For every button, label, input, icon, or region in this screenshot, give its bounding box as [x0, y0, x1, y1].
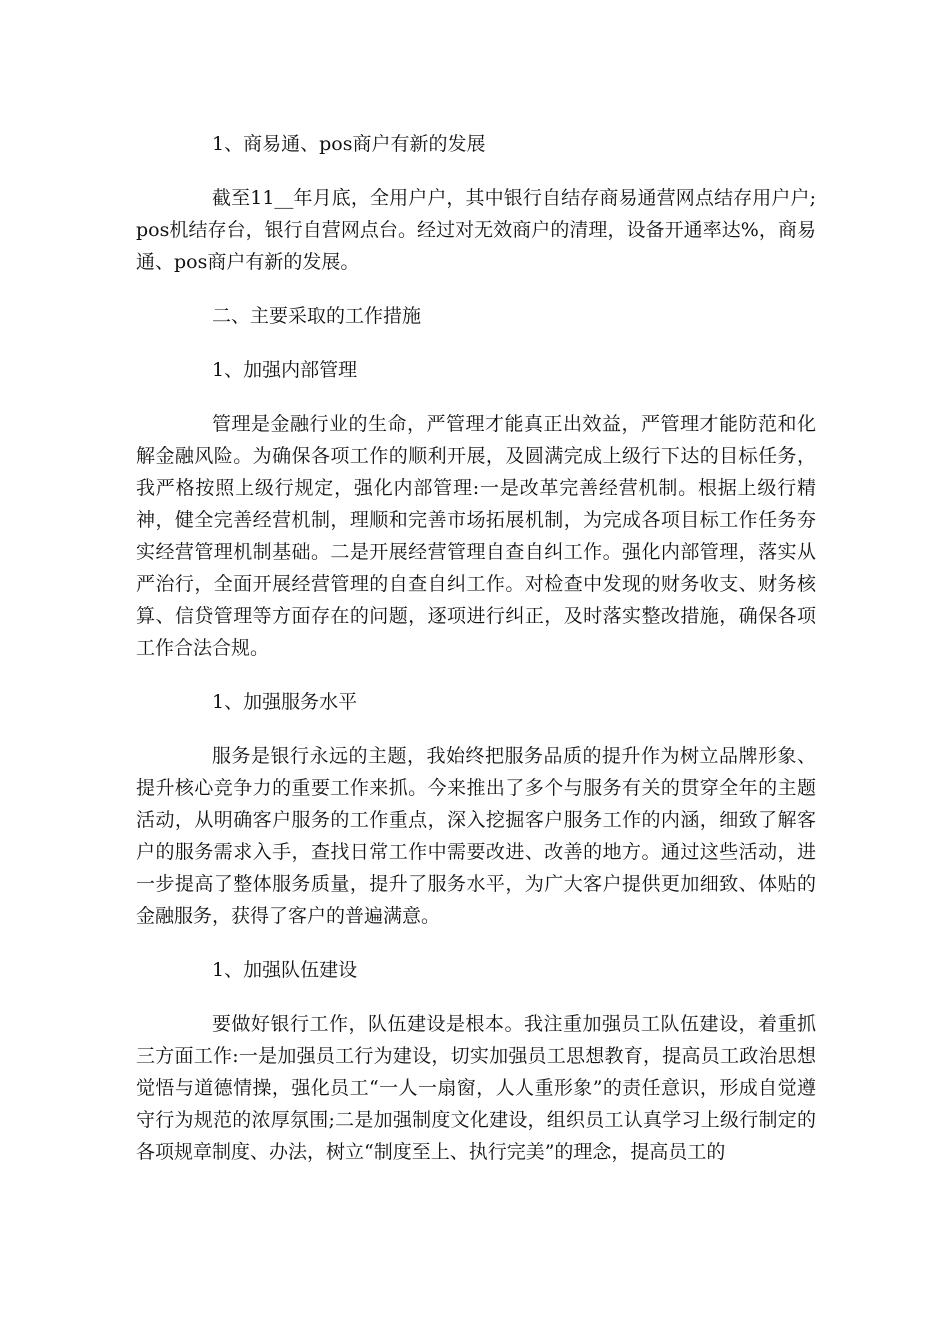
section-heading-internal-management: 1、加强内部管理	[212, 359, 358, 381]
section-heading-pos-merchants: 1、商易通、pos商户有新的发展	[212, 133, 486, 155]
paragraph-service-level: 服务是银行永远的主题，我始终把服务品质的提升作为树立品牌形象、提升核心竞争力的重要工作来抓。今来推出了多个与服务有关的贯穿全年的主题活动，从明确客户服务的工作重点，深入挖掘客户服务工作的内涵，细致了解客户的服务需求入手，查找日常工作中需要改进、改善的地方。通过这些活动，进一步提高了整体服务质量，提升了服务水平，为广大客户提供更加细致、体贴的金融服务，获得了客户的普遍满意。	[136, 745, 816, 927]
paragraph-internal-management: 管理是金融行业的生命，严管理才能真正出效益，严管理才能防范和化解金融风险。为确保各项工作的顺利开展，及圆满完成上级行下达的目标任务，我严格按照上级行规定，强化内部管理:一是改革完善经营机制。根据上级行精神，健全完善经营机制，理顺和完善市场拓展机制，为完成各项目标工作任务夯实经营管理机制基础。二是开展经营管理自查自纠工作。强化内部管理，落实从严治行，全面开展经营管理的自查自纠工作。对检查中发现的财务收支、财务核算、信贷管理等方面存在的问题，逐项进行纠正，及时落实整改措施，确保各项工作合法合规。	[136, 413, 816, 659]
paragraph-pos-merchants: 截至11__年月底，全用户户，其中银行自结存商易通营网点结存用户户;pos机结存台，银行自营网点台。经过对无效商户的清理，设备开通率达%，商易通、pos商户有新的发展。	[136, 187, 816, 273]
section-heading-team-building: 1、加强队伍建设	[212, 959, 358, 981]
part-heading-work-measures: 二、主要采取的工作措施	[212, 305, 422, 327]
document-page	[136, 128, 816, 1168]
paragraph-team-building: 要做好银行工作，队伍建设是根本。我注重加强员工队伍建设，着重抓三方面工作:一是加强员工行为建设，切实加强员工思想教育，提高员工政治思想觉悟与道德情操，强化员工“一人一扇窗，人人重形象”的责任意识，形成自觉遵守行为规范的浓厚氛围;二是加强制度文化建设，组织员工认真学习上级行制定的各项规章制度、办法，树立“制度至上、执行完美”的理念，提高员工的	[136, 1013, 816, 1163]
section-heading-service-level: 1、加强服务水平	[212, 691, 358, 713]
